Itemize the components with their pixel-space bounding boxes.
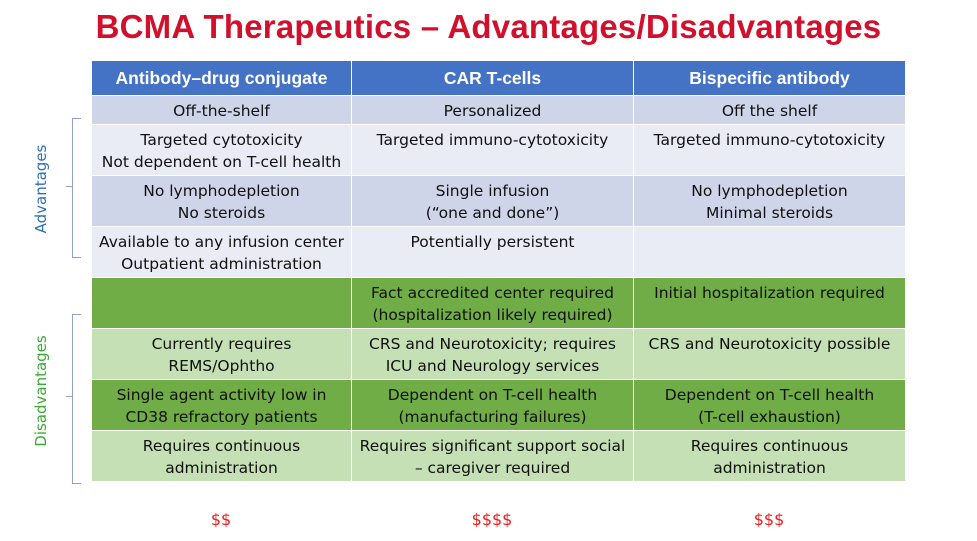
table-cell: CRS and Neurotoxicity possible [634, 329, 906, 380]
table-cell: No lymphodepletion No steroids [92, 176, 352, 227]
disadvantages-bracket [72, 314, 81, 484]
table-cell: Dependent on T-cell health (T-cell exhaustion) [634, 380, 906, 431]
advantage-row [92, 96, 906, 125]
table-cell: Potentially persistent [352, 227, 634, 278]
table-cell: Targeted immuno-cytotoxicity [352, 125, 634, 176]
table-cell: Personalized [352, 96, 634, 125]
table-cell: Requires continuous administration [92, 431, 352, 482]
disadvantage-row [92, 278, 906, 329]
cost-adc: $$ [210, 510, 232, 529]
column-header-car-t: CAR T-cells [352, 61, 634, 96]
table-cell: Currently requires REMS/Ophtho [92, 329, 352, 380]
table-cell: Single agent activity low in CD38 refractory patients [92, 380, 352, 431]
advantage-row [92, 125, 906, 176]
column-header-bispecific: Bispecific antibody [634, 61, 906, 96]
advantage-row [92, 227, 906, 278]
table-cell [92, 278, 352, 329]
disadvantages-bracket-tick [66, 396, 72, 397]
table-cell: Off-the-shelf [92, 96, 352, 125]
table-cell: Targeted cytotoxicity Not dependent on T-cell health [92, 125, 352, 176]
disadvantage-row [92, 380, 906, 431]
comparison-table [91, 60, 906, 482]
table-cell: CRS and Neurotoxicity; requires ICU and Neurology services [352, 329, 634, 380]
table-cell: No lymphodepletion Minimal steroids [634, 176, 906, 227]
table-cell: Off the shelf [634, 96, 906, 125]
advantages-bracket-tick [66, 186, 72, 187]
table-cell: Initial hospitalization required [634, 278, 906, 329]
column-header-adc: Antibody–drug conjugate [92, 61, 352, 96]
table-cell: Requires significant support social – caregiver required [352, 431, 634, 482]
table-cell: Requires continuous administration [634, 431, 906, 482]
table-cell: Single infusion (“one and done”) [352, 176, 634, 227]
slide-title: BCMA Therapeutics – Advantages/Disadvantages [95, 8, 882, 45]
advantages-side-label: Advantages [32, 144, 50, 234]
disadvantage-row [92, 431, 906, 482]
disadvantages-side-label: Disadvantages [32, 335, 50, 447]
cost-bispecific: $$$ [753, 510, 785, 529]
table-cell: Targeted immuno-cytotoxicity [634, 125, 906, 176]
advantages-bracket [72, 118, 81, 258]
advantage-row [92, 176, 906, 227]
cost-row [91, 510, 905, 529]
table-cell: Dependent on T-cell health (manufacturing failures) [352, 380, 634, 431]
table-cell [634, 227, 906, 278]
table-cell: Fact accredited center required (hospitalization likely required) [352, 278, 634, 329]
table-cell: Available to any infusion center Outpatient administration [92, 227, 352, 278]
disadvantage-row [92, 329, 906, 380]
table-header-row [92, 61, 906, 96]
cost-car-t: $$$$ [471, 510, 513, 529]
